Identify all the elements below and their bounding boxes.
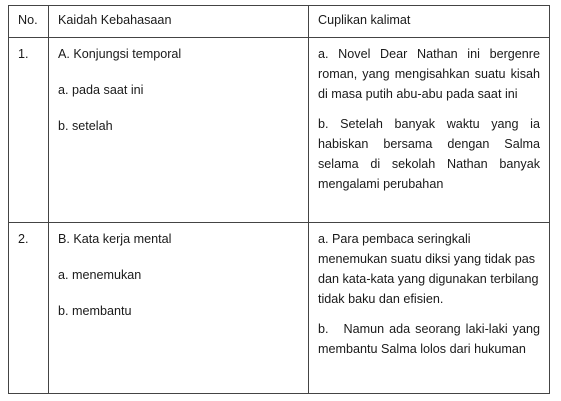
kaidah-table xyxy=(8,5,550,394)
kaidah-cell xyxy=(49,38,309,223)
kutipan-sentence: a. Novel Dear Nathan ini bergenre roman, yang mengisahkan suatu kisah di masa putih abu-abu pada saat ini xyxy=(318,47,540,101)
row-number: 2. xyxy=(18,232,29,246)
header-kutipan-cell xyxy=(309,6,550,38)
kutipan-cell xyxy=(309,223,550,394)
header-kaidah: Kaidah Kebahasaan xyxy=(58,13,172,27)
row-number-cell xyxy=(9,38,49,223)
kaidah-title: A. Konjungsi temporal xyxy=(58,47,182,61)
row-number: 1. xyxy=(18,47,29,61)
kutipan-cell xyxy=(309,38,550,223)
header-kutipan: Cuplikan kalimat xyxy=(318,13,411,27)
kaidah-item: b. setelah xyxy=(58,119,113,133)
kaidah-cell xyxy=(49,223,309,394)
header-kaidah-cell xyxy=(49,6,309,38)
kaidah-item: b. membantu xyxy=(58,304,132,318)
kutipan-sentence: a. Para pembaca seringkali menemukan suatu diksi yang tidak pas dan kata-kata yang digunakan terbilang tidak baku dan efisien. xyxy=(318,232,539,306)
kutipan-sentence: b. Setelah banyak waktu yang ia habiskan bersama dengan Salma selama di sekolah Nathan banyak mengalami perubahan xyxy=(318,117,540,191)
table-header-row xyxy=(9,6,550,38)
kaidah-title: B. Kata kerja mental xyxy=(58,232,172,246)
kaidah-item: a. menemukan xyxy=(58,268,142,282)
table-row xyxy=(9,223,550,394)
header-no: No. xyxy=(18,13,38,27)
row-number-cell xyxy=(9,223,49,394)
kaidah-item: a. pada saat ini xyxy=(58,83,144,97)
header-no-cell xyxy=(9,6,49,38)
kutipan-sentence: b. Namun ada seorang laki-laki yang membantu Salma lolos dari hukuman xyxy=(318,322,544,356)
table-row xyxy=(9,38,550,223)
